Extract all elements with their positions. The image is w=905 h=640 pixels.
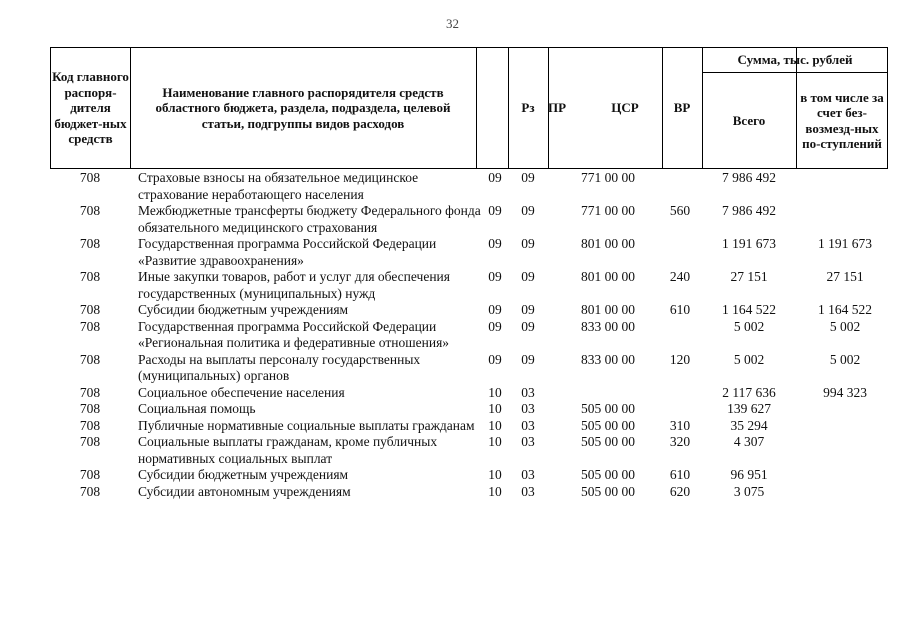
cell-free: 27 151: [826, 269, 864, 284]
cell-total: 35 294: [730, 417, 768, 433]
header-rz: Рз: [521, 100, 535, 116]
cell-csr: 801 00 00: [581, 269, 635, 284]
cell-csr: 505 00 00: [581, 467, 635, 482]
cell-rz: 09: [488, 203, 502, 218]
cell-code: 708: [79, 467, 101, 482]
cell-code: 708: [79, 203, 101, 218]
cell-rz: 09: [488, 236, 502, 251]
cell-csr: 505 00 00: [581, 417, 635, 433]
cell-free: 994 323: [823, 384, 867, 400]
cell-total: 7 986 492: [722, 170, 776, 185]
cell-pr: 09: [521, 302, 535, 317]
cell-code: 708: [79, 170, 101, 185]
cell-name: Социальные выплаты гражданам, кроме публичных нормативных социальных выплат: [138, 434, 438, 466]
cell-code: 708: [79, 417, 101, 433]
cell-name: Страховые взносы на обязательное медицинское страхование неработающего населения: [138, 170, 419, 202]
cell-pr: 03: [521, 384, 535, 400]
table-row: [50, 302, 888, 319]
cell-vr: 240: [669, 269, 691, 284]
table-row: [50, 467, 888, 484]
table-row: [50, 434, 888, 467]
cell-csr: 833 00 00: [581, 318, 635, 334]
cell-name: Иные закупки товаров, работ и услуг для обеспечения государственных (муниципальных) нужд: [138, 269, 450, 301]
cell-free: 5 002: [829, 318, 861, 334]
cell-name: Субсидии автономным учреждениям: [138, 483, 351, 499]
cell-csr: 505 00 00: [581, 401, 635, 416]
cell-free: 5 002: [829, 351, 861, 367]
cell-rz: 10: [488, 483, 502, 499]
cell-code: 708: [79, 401, 101, 416]
cell-vr: 320: [669, 434, 691, 449]
cell-code: 708: [79, 269, 101, 284]
header-free: в том числе за счет без-возмезд-ных по-ступлений: [800, 89, 884, 151]
cell-vr: 610: [669, 302, 691, 317]
cell-csr: 505 00 00: [581, 434, 635, 449]
cell-name: Субсидии бюджетным учреждениям: [138, 467, 349, 482]
header-code: Код главного распоря-дителя бюджет-ных средств: [52, 69, 129, 147]
cell-total: 5 002: [733, 351, 765, 367]
table-row: [50, 319, 888, 352]
table-row: [50, 269, 888, 302]
table-body: [50, 170, 888, 500]
cell-name: Государственная программа Российской Федерации «Региональная политика и федеративные отношения»: [138, 318, 450, 350]
cell-rz: 09: [488, 302, 502, 317]
cell-pr: 03: [521, 417, 535, 433]
cell-pr: 09: [521, 351, 535, 367]
cell-vr: 610: [669, 467, 691, 482]
cell-rz: 10: [488, 384, 502, 400]
cell-rz: 09: [488, 351, 502, 367]
cell-rz: 10: [488, 417, 502, 433]
cell-csr: 801 00 00: [581, 302, 635, 317]
cell-name: Государственная программа Российской Федерации «Развитие здравоохранения»: [138, 236, 437, 268]
cell-code: 708: [79, 384, 101, 400]
cell-code: 708: [79, 318, 101, 334]
page-number: 32: [446, 16, 459, 31]
cell-pr: 09: [521, 269, 535, 284]
cell-code: 708: [79, 302, 101, 317]
cell-name: Публичные нормативные социальные выплаты гражданам: [138, 417, 475, 433]
cell-pr: 03: [521, 467, 535, 482]
cell-code: 708: [79, 434, 101, 449]
header-sum: Сумма, тыс. рублей: [737, 52, 853, 68]
header-pr: ПР: [548, 100, 567, 116]
cell-total: 96 951: [730, 467, 768, 482]
table-row: [50, 203, 888, 236]
header-total: Всего: [732, 112, 766, 128]
cell-name: Субсидии бюджетным учреждениям: [138, 302, 349, 317]
cell-code: 708: [79, 236, 101, 251]
cell-vr: 560: [669, 203, 691, 218]
cell-rz: 10: [488, 434, 502, 449]
cell-pr: 03: [521, 401, 535, 416]
cell-name: Социальное обеспечение населения: [138, 384, 345, 400]
cell-name: Расходы на выплаты персоналу государственных (муниципальных) органов: [138, 351, 421, 383]
table-row: [50, 418, 888, 435]
cell-free: 1 191 673: [818, 236, 872, 251]
table-row: [50, 401, 888, 418]
header-csr: ЦСР: [611, 100, 639, 116]
cell-pr: 09: [521, 203, 535, 218]
cell-total: 1 191 673: [722, 236, 776, 251]
cell-vr: 310: [669, 417, 691, 433]
cell-pr: 03: [521, 483, 535, 499]
header-vr: ВР: [673, 100, 691, 116]
cell-rz: 10: [488, 467, 502, 482]
cell-name: Социальная помощь: [138, 401, 256, 416]
cell-pr: 09: [521, 318, 535, 334]
cell-csr: 801 00 00: [581, 236, 635, 251]
cell-rz: 09: [488, 318, 502, 334]
cell-pr: 09: [521, 170, 535, 185]
cell-csr: 771 00 00: [581, 170, 635, 185]
cell-pr: 03: [521, 434, 535, 449]
cell-vr: 620: [669, 483, 691, 499]
table-row: [50, 352, 888, 385]
header-name: Наименование главного распорядителя средств областного бюджета, раздела, подраздела, целевой статьи, подгруппы видов расходов: [155, 84, 451, 131]
cell-code: 708: [79, 483, 101, 499]
cell-name: Межбюджетные трансферты бюджету Федерального фонда обязательного медицинского страхования: [138, 203, 481, 235]
cell-code: 708: [79, 351, 101, 367]
cell-total: 1 164 522: [722, 302, 776, 317]
table-row: [50, 236, 888, 269]
cell-csr: 505 00 00: [581, 483, 635, 499]
cell-total: 4 307: [733, 434, 765, 449]
cell-total: 2 117 636: [722, 384, 776, 400]
cell-total: 7 986 492: [722, 203, 776, 218]
cell-rz: 09: [488, 170, 502, 185]
table-row: [50, 385, 888, 402]
table-row: [50, 170, 888, 203]
cell-csr: 771 00 00: [581, 203, 635, 218]
table-header: [50, 47, 888, 169]
cell-total: 5 002: [733, 318, 765, 334]
cell-total: 27 151: [730, 269, 768, 284]
cell-total: 139 627: [727, 401, 771, 416]
cell-pr: 09: [521, 236, 535, 251]
cell-csr: 833 00 00: [581, 351, 635, 367]
cell-total: 3 075: [733, 483, 765, 499]
table-row: [50, 484, 888, 501]
cell-rz: 10: [488, 401, 502, 416]
cell-vr: 120: [669, 351, 691, 367]
cell-free: 1 164 522: [818, 302, 872, 317]
cell-rz: 09: [488, 269, 502, 284]
